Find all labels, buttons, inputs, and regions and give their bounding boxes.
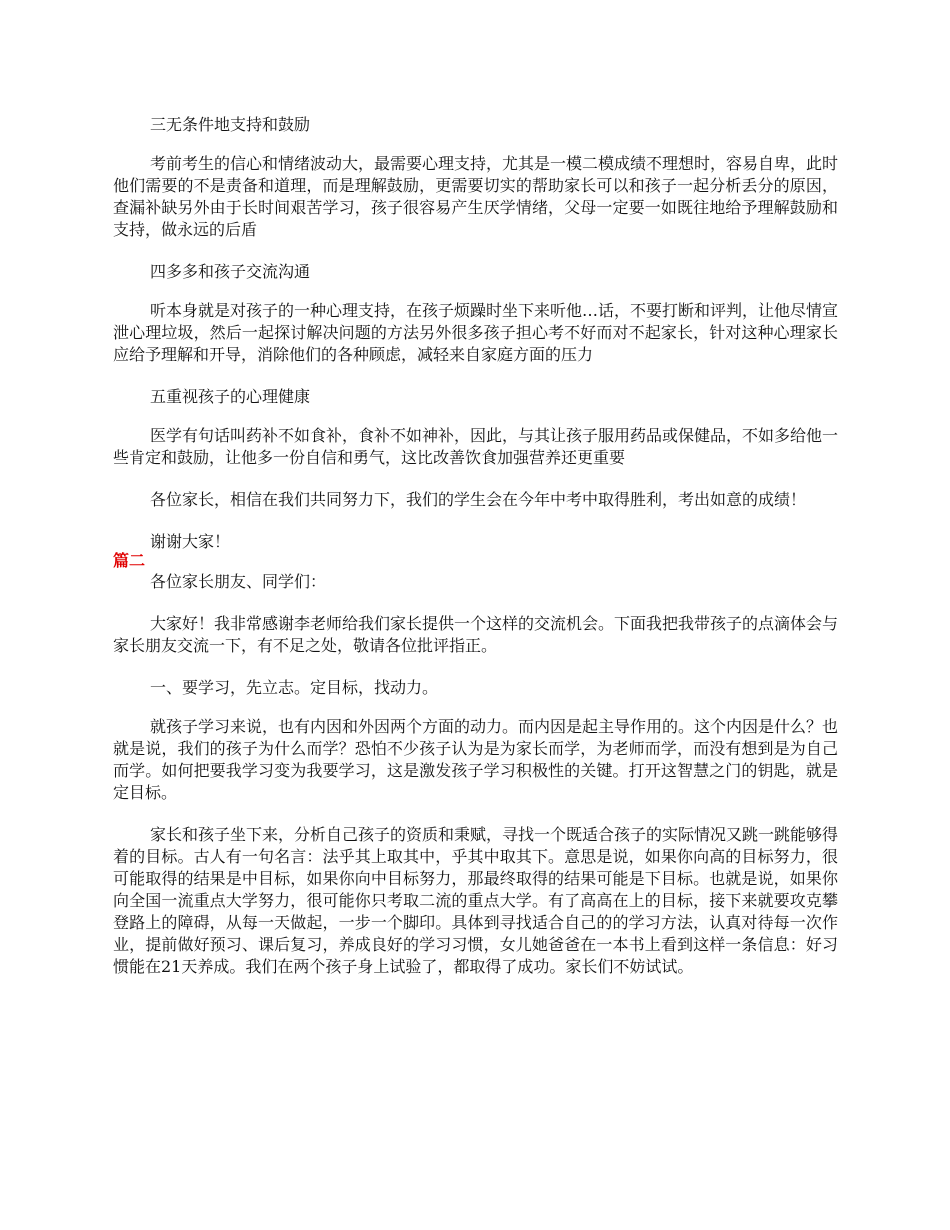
part-label: 篇二 [113, 551, 146, 570]
paragraph: 家长和孩子坐下来，分析自己孩子的资质和秉赋，寻找一个既适合孩子的实际情况又跳一跳能够得着的目标。古人有一句名言：法乎其上取其中，乎其中取其下。意思是说，如果你向高的目标努力，很可能取得的结果是中目标，如果你向中目标努力，那最终取得的结果可能是下目标。也就是说，如果你向全国一流重点大学努力，很可能你只考取二流的重点大学。有了高高在上的目标，接下来就要攻克攀登路上的障碍，从每一天做起，一步一个脚印。具体到寻找适合自己的的学习方法，认真对待每一次作业，提前做好预习、课后复习，养成良好的学习习惯，女儿她爸爸在一本书上看到这样一条信息：好习惯能在21天养成。我们在两个孩子身上试验了，都取得了成功。家长们不妨试试。 [113, 825, 839, 976]
section-heading: 三无条件地支持和鼓励 [150, 115, 311, 134]
paragraph: 考前考生的信心和情绪波动大，最需要心理支持，尤其是一模二模成绩不理想时，容易自卑，此时他们需要的不是责备和道理，而是理解鼓励，更需要切实的帮助家长可以和孩子一起分析丢分的原因，查漏补缺另外由于长时间艰苦学习，孩子很容易产生厌学情绪，父母一定要一如既往地给予理解鼓励和支持，做永远的后盾 [113, 154, 839, 239]
section-heading: 五重视孩子的心理健康 [150, 387, 311, 406]
thanks-line: 谢谢大家！ [150, 532, 231, 551]
greeting-line: 各位家长朋友、同学们： [150, 572, 327, 591]
closing-paragraph: 各位家长，相信在我们共同努力下，我们的学生会在今年中考中取得胜利，考出如意的成绩！ [150, 490, 807, 509]
paragraph: 医学有句话叫药补不如食补，食补不如神补，因此，与其让孩子服用药品或保健品，不如多给他一些肯定和鼓励，让他多一份自信和勇气，这比改善饮食加强营养还更重要 [113, 426, 839, 467]
document-page [113, 114, 838, 998]
intro-paragraph: 大家好！我非常感谢李老师给我们家长提供一个这样的交流机会。下面我把我带孩子的点滴体会与家长朋友交流一下，有不足之处，敬请各位批评指正。 [113, 614, 839, 655]
section-heading: 一、要学习，先立志。定目标，找动力。 [150, 678, 439, 697]
section-heading: 四多多和孩子交流沟通 [150, 262, 311, 281]
paragraph: 听本身就是对孩子的一种心理支持，在孩子烦躁时坐下来听他…话，不要打断和评判，让他尽情宣泄心理垃圾，然后一起探讨解决问题的方法另外很多孩子担心考不好而对不起家长，针对这种心理家长应给予理解和开导，消除他们的各种顾虑，减轻来自家庭方面的压力 [113, 301, 839, 364]
paragraph: 就孩子学习来说，也有内因和外因两个方面的动力。而内因是起主导作用的。这个内因是什么？也就是说，我们的孩子为什么而学？恐怕不少孩子认为是为家长而学，为老师而学，而没有想到是为自己而学。如何把要我学习变为我要学习，这是激发孩子学习积极性的关键。打开这智慧之门的钥匙，就是定目标。 [113, 717, 839, 802]
